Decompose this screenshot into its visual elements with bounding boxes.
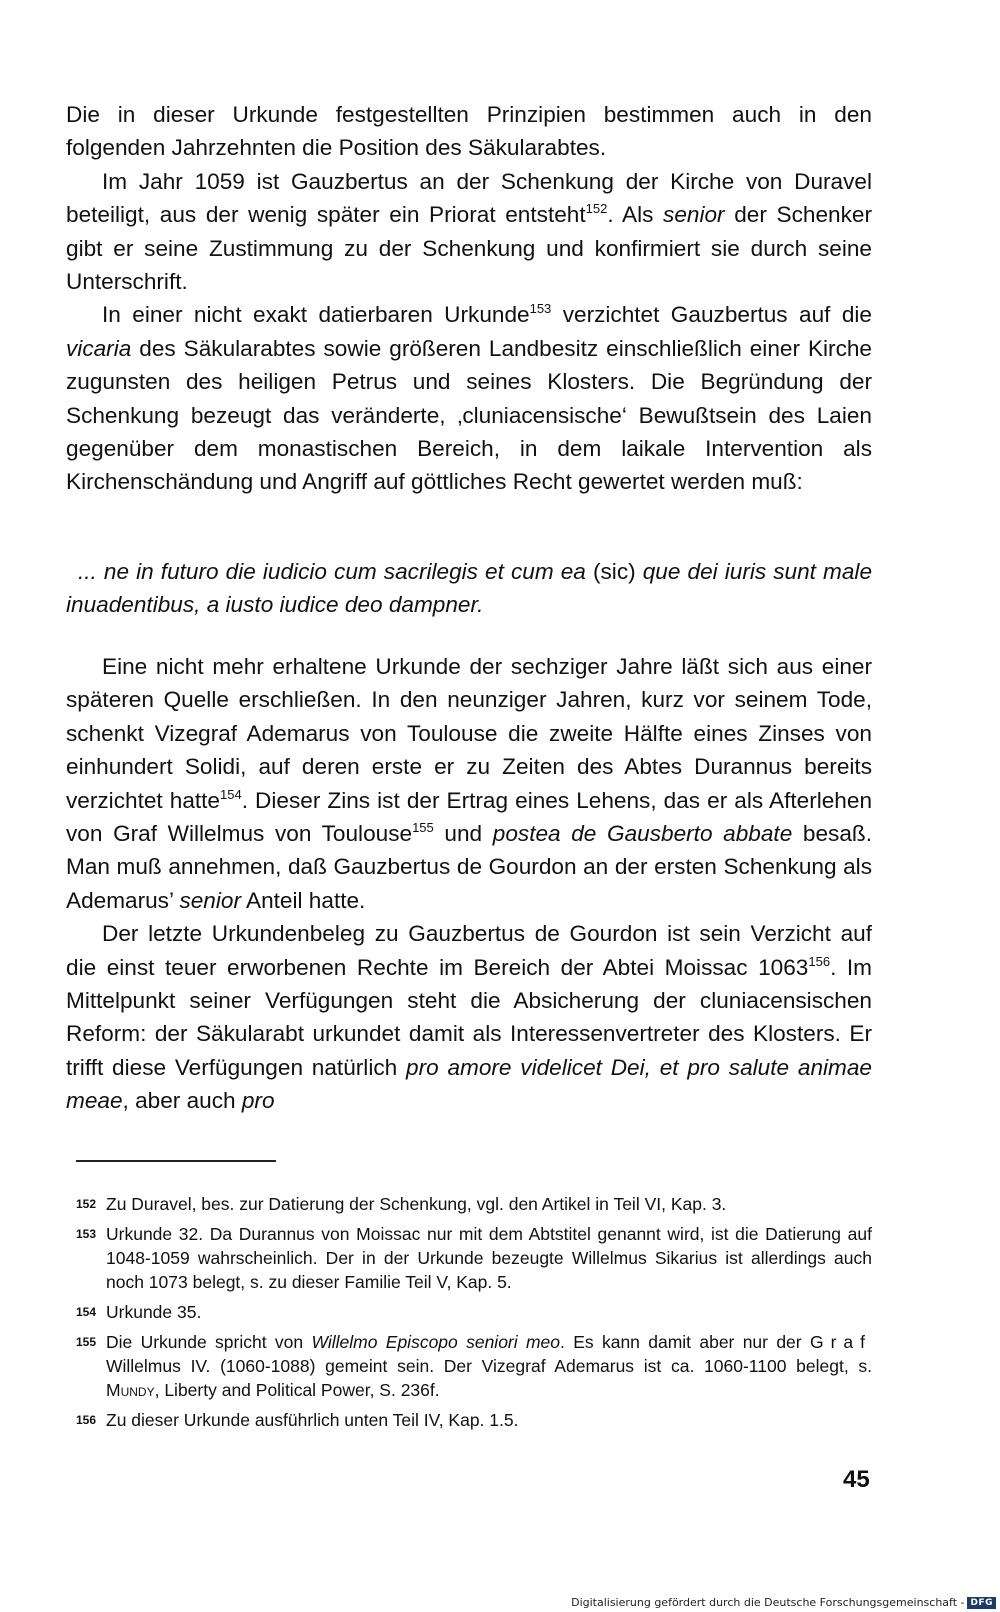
footnote-ref-155[interactable]: 155 [412,820,434,836]
footnote-number: 153 [76,1227,97,1241]
paragraph-1: Die in dieser Urkunde festgestellten Prinzipien bestimmen auch in den folgenden Jahrzehnten die Position des Säkularabtes. [66,102,872,161]
paragraph-5: Der letzte Urkundenbeleg zu Gauzbertus de Gourdon ist sein Verzicht auf die einst teuer erworbenen Rechte im Bereich der Abtei Moissac 1063$^{156}$. Im Mittelpunkt seiner Verfügungen steht die Absicherung der cluniacensischen Reform: der Säkularabt urkundet damit als Interessenvertreter des Klosters. Er trifft diese Verfügungen natürlich pro amore videlicet Dei, et pro salute animae meae, aber auch pro [66,921,872,1114]
footnotes [76,1192,872,1438]
footnote-ref-153[interactable]: 153 [529,301,552,317]
footnote-number: 154 [76,1305,97,1319]
footnote-ref-156[interactable]: 156 [808,953,831,969]
footnote-number: 152 [76,1197,97,1211]
paragraph-2: Im Jahr 1059 ist Gauzbertus an der Schenkung der Kirche von Duravel beteiligt, aus der wenig später ein Priorat entsteht$^{152}$. Als senior der Schenker gibt er seine Zustimmung zu der Schenkung und konfirmiert sie durch seine Unterschrift. [66,168,872,295]
paragraph-4: Eine nicht mehr erhaltene Urkunde der sechziger Jahre läßt sich aus einer späteren Quelle erschließen. In den neunziger Jahren, kurz vor seinem Tode, schenkt Vizegraf Ademarus von Toulouse die zweite Hälfte eines Zinses von einhundert Solidi, auf deren erste er zu Zeiten des Abtes Durannus bereits verzichtet hatte$^{154}$. Dieser Zins ist der Ertrag eines Lehens, das er als Afterlehen von Graf Willelmus von Toulouse$^{155}$ und postea de Gausberto abbate besaß. Man muß annehmen, daß Gauzbertus de Gourdon an der ersten Schenkung als Ademarus’ senior Anteil hatte. [66,654,873,913]
page-number: 45 [843,1466,870,1493]
footnote-152: 152 Zu Duravel, bes. zur Datierung der Schenkung, vgl. den Artikel in Teil VI, Kap. 3. [76,1194,727,1214]
footnote-divider [76,1160,276,1162]
footnote-number: 156 [76,1413,97,1427]
footnote-ref-154[interactable]: 154 [220,786,242,802]
latin-quote: ... ne in futuro die iudicio cum sacrilegis et cum ea (sic) que dei iuris sunt male inuadentibus, a iusto iudice deo dampner. [66,559,873,618]
footnote-153: 153 Urkunde 32. Da Durannus von Moissac nur mit dem Abtstitel genannt wird, ist die Datierung auf 1048-1059 wahrscheinlich. Der in der Urkunde bezeugte Willelmus Sikarius ist allerdings auch noch 1073 belegt, s. zu dieser Familie Teil V, Kap. 5. [76,1224,872,1292]
main-text-upper [66,98,872,499]
credit-text: Digitalisierung gefördert durch die Deutsche Forschungsgemeinschaft - [571,1596,965,1609]
footnote-154: 154 Urkunde 35. [76,1302,202,1322]
main-text-lower [66,650,872,1118]
digitization-credit [571,1596,996,1609]
footnote-156: 156 Zu dieser Urkunde ausführlich unten Teil IV, Kap. 1.5. [76,1410,519,1430]
footnote-155: 155 Die Urkunde spricht von Willelmo Episcopo seniori meo. Es kann damit aber nur der Graf Willelmus IV. (1060-1088) gemeint sein. Der Vizegraf Ademarus ist ca. 1060-1100 belegt, s. Mundy, Liberty and Political Power, S. 236f. [76,1332,872,1400]
paragraph-3: In einer nicht exakt datierbaren Urkunde$^{153}$ verzichtet Gauzbertus auf die vicaria des Säkularabtes sowie größeren Landbesitz einschließlich einer Kirche zugunsten des heiligen Petrus und seines Klosters. Die Begründung der Schenkung bezeugt das veränderte, ‚cluniacensische‘ Bewußtsein des Laien gegenüber dem monastischen Bereich, in dem laikale Intervention als Kirchenschändung und Angriff auf göttliches Recht gewertet werden muß: [66,301,872,495]
footnote-ref-152[interactable]: 152 [585,201,608,217]
footnote-number: 155 [76,1335,97,1349]
dfg-logo-icon: DFG [967,1597,996,1609]
